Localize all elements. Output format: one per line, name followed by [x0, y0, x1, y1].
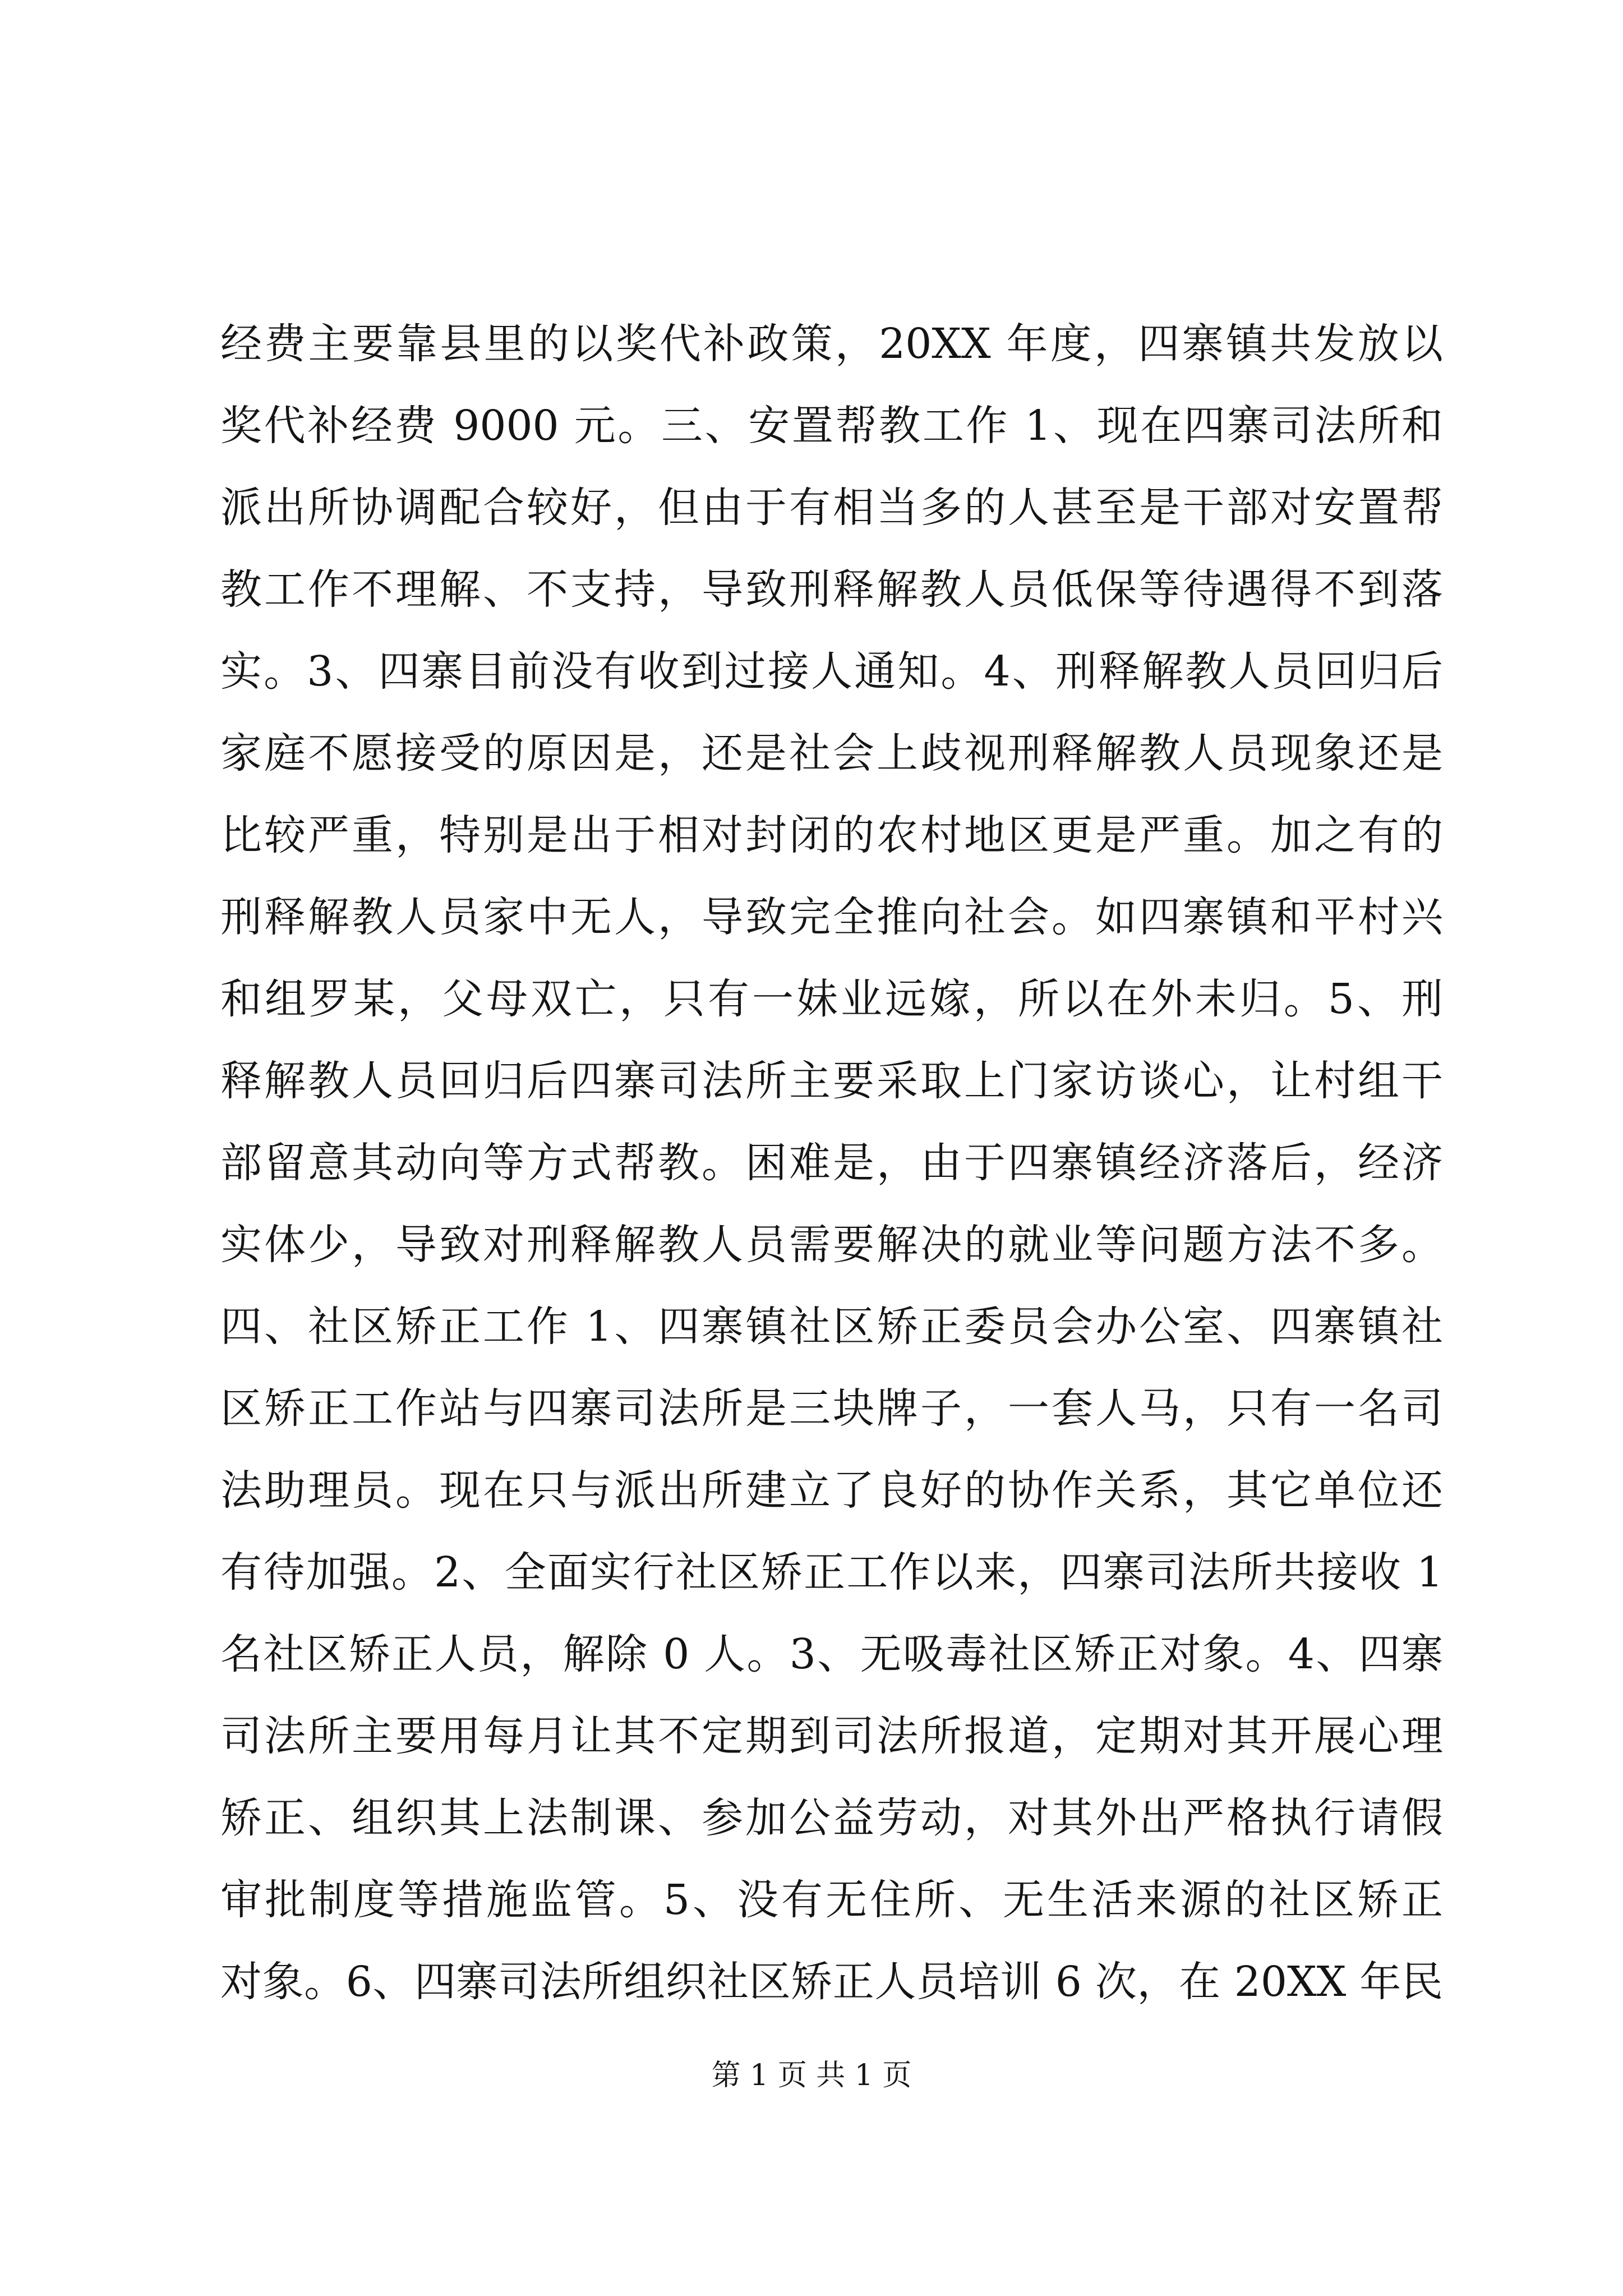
text-line: 派出所协调配合较好，但由于有相当多的人甚至是干部对安置帮 [220, 484, 1443, 532]
text-line: 部留意其动向等方式帮教。困难是，由于四寨镇经济落后，经济 [220, 1139, 1443, 1187]
text-line: 有待加强。2、全面实行社区矫正工作以来，四寨司法所共接收 1 [220, 1548, 1443, 1596]
text-line: 司法所主要用每月让其不定期到司法所报道，定期对其开展心理 [220, 1712, 1443, 1760]
text-line: 四、社区矫正工作 1、四寨镇社区矫正委员会办公室、四寨镇社 [220, 1303, 1443, 1351]
text-line: 矫正、组织其上法制课、参加公益劳动，对其外出严格执行请假 [220, 1794, 1443, 1842]
text-line: 刑释解教人员家中无人，导致完全推向社会。如四寨镇和平村兴 [220, 893, 1443, 941]
text-line: 比较严重，特别是出于相对封闭的农村地区更是严重。加之有的 [220, 811, 1443, 859]
page-footer: 第 1 页 共 1 页 [711, 2059, 912, 2092]
text-line: 奖代补经费 9000 元。三、安置帮教工作 1、现在四寨司法所和 [220, 402, 1443, 450]
text-line: 实。3、四寨目前没有收到过接人通知。4、刑释解教人员回归后 [220, 647, 1443, 696]
text-line: 实体少，导致对刑释解教人员需要解决的就业等问题方法不多。 [220, 1221, 1443, 1269]
text-line: 区矫正工作站与四寨司法所是三块牌子，一套人马，只有一名司 [220, 1384, 1443, 1433]
text-line: 对象。6、四寨司法所组织社区矫正人员培训 6 次，在 20XX 年民 [220, 1958, 1443, 2006]
text-line: 名社区矫正人员，解除 0 人。3、无吸毒社区矫正对象。4、四寨 [220, 1630, 1443, 1678]
text-line: 审批制度等措施监管。5、没有无住所、无生活来源的社区矫正 [220, 1876, 1443, 1924]
text-line: 家庭不愿接受的原因是，还是社会上歧视刑释解教人员现象还是 [220, 729, 1443, 777]
text-line: 经费主要靠县里的以奖代补政策，20XX 年度，四寨镇共发放以 [220, 320, 1443, 368]
text-line: 和组罗某，父母双亡，只有一妹业远嫁，所以在外未归。5、刑 [220, 975, 1443, 1023]
body-text [220, 303, 1443, 2023]
text-line: 释解教人员回归后四寨司法所主要采取上门家访谈心，让村组干 [220, 1057, 1443, 1105]
text-line: 教工作不理解、不支持，导致刑释解教人员低保等待遇得不到落 [220, 565, 1443, 614]
text-line: 法助理员。现在只与派出所建立了良好的协作关系，其它单位还 [220, 1466, 1443, 1515]
